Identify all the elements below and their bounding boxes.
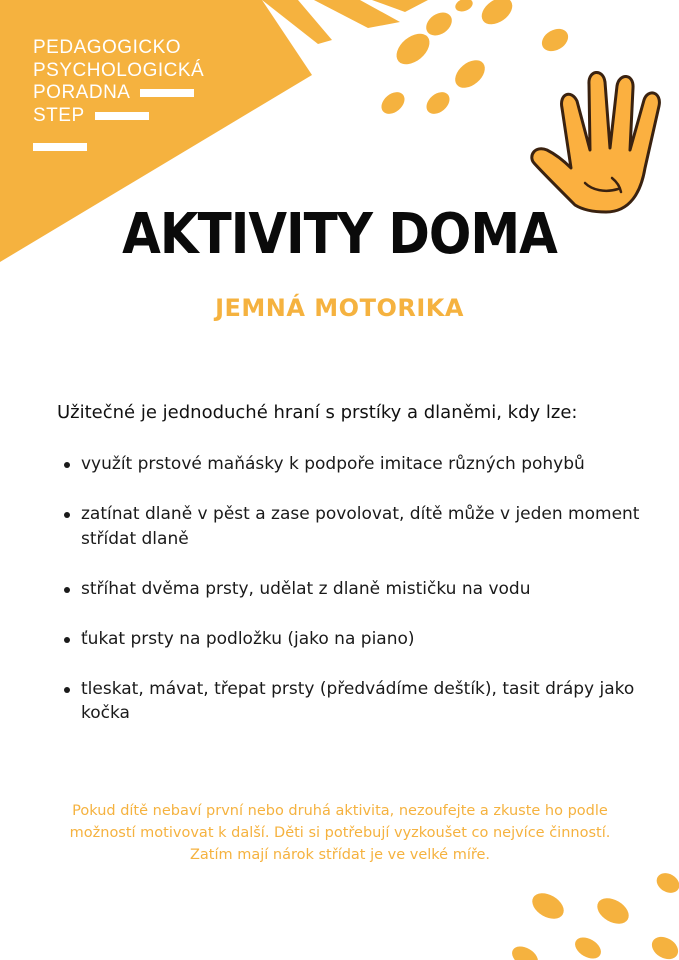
org-bar-1: [140, 89, 194, 97]
org-bar-2: [95, 112, 149, 120]
activity-item: využít prstové maňásky k podpoře imitace různých pohybů: [62, 452, 652, 477]
org-text-1: PEDAGOGICKO: [33, 37, 182, 58]
org-line-4: [33, 105, 204, 128]
org-bar-3: [33, 143, 87, 151]
footer-note: Pokud dítě nebaví první nebo druhá aktivita, nezoufejte a zkuste ho podle možností motivovat k další. Děti si potřebují vyzkoušet co nejvíce činností. Zatím mají nárok střídat je ve velké míře.: [69, 803, 611, 863]
activity-item: stříhat dvěma prsty, udělat z dlaně mističku na vodu: [62, 577, 652, 602]
intro-text: Užitečné je jednoduché hraní s prstíky a dlaněmi, kdy lze:: [57, 402, 578, 423]
page-subtitle: JEMNÁ MOTORIKA: [215, 294, 464, 322]
activity-list: [62, 452, 652, 751]
activity-item: ťukat prsty na podložku (jako na piano): [62, 627, 652, 652]
org-text-4: STEP: [33, 104, 85, 126]
org-line-2: [33, 60, 204, 83]
activity-item: zatínat dlaně v pěst a zase povolovat, dítě může v jeden moment střídat dlaně: [62, 502, 652, 551]
top-stripe-3: [372, 0, 428, 12]
activity-item: tleskat, mávat, třepat prsty (předvádíme deštík), tasit drápy jako kočka: [62, 677, 652, 726]
organization-logo: [33, 37, 204, 127]
org-text-2: PSYCHOLOGICKÁ: [33, 59, 205, 81]
open-hand-icon: [532, 72, 660, 212]
page-title: AKTIVITY DOMA: [122, 201, 557, 267]
org-text-3: PORADNA: [33, 82, 131, 103]
top-dots: [377, 0, 572, 118]
bottom-dots: [508, 869, 679, 960]
org-line-1: [33, 37, 204, 60]
org-line-3: [33, 82, 204, 105]
